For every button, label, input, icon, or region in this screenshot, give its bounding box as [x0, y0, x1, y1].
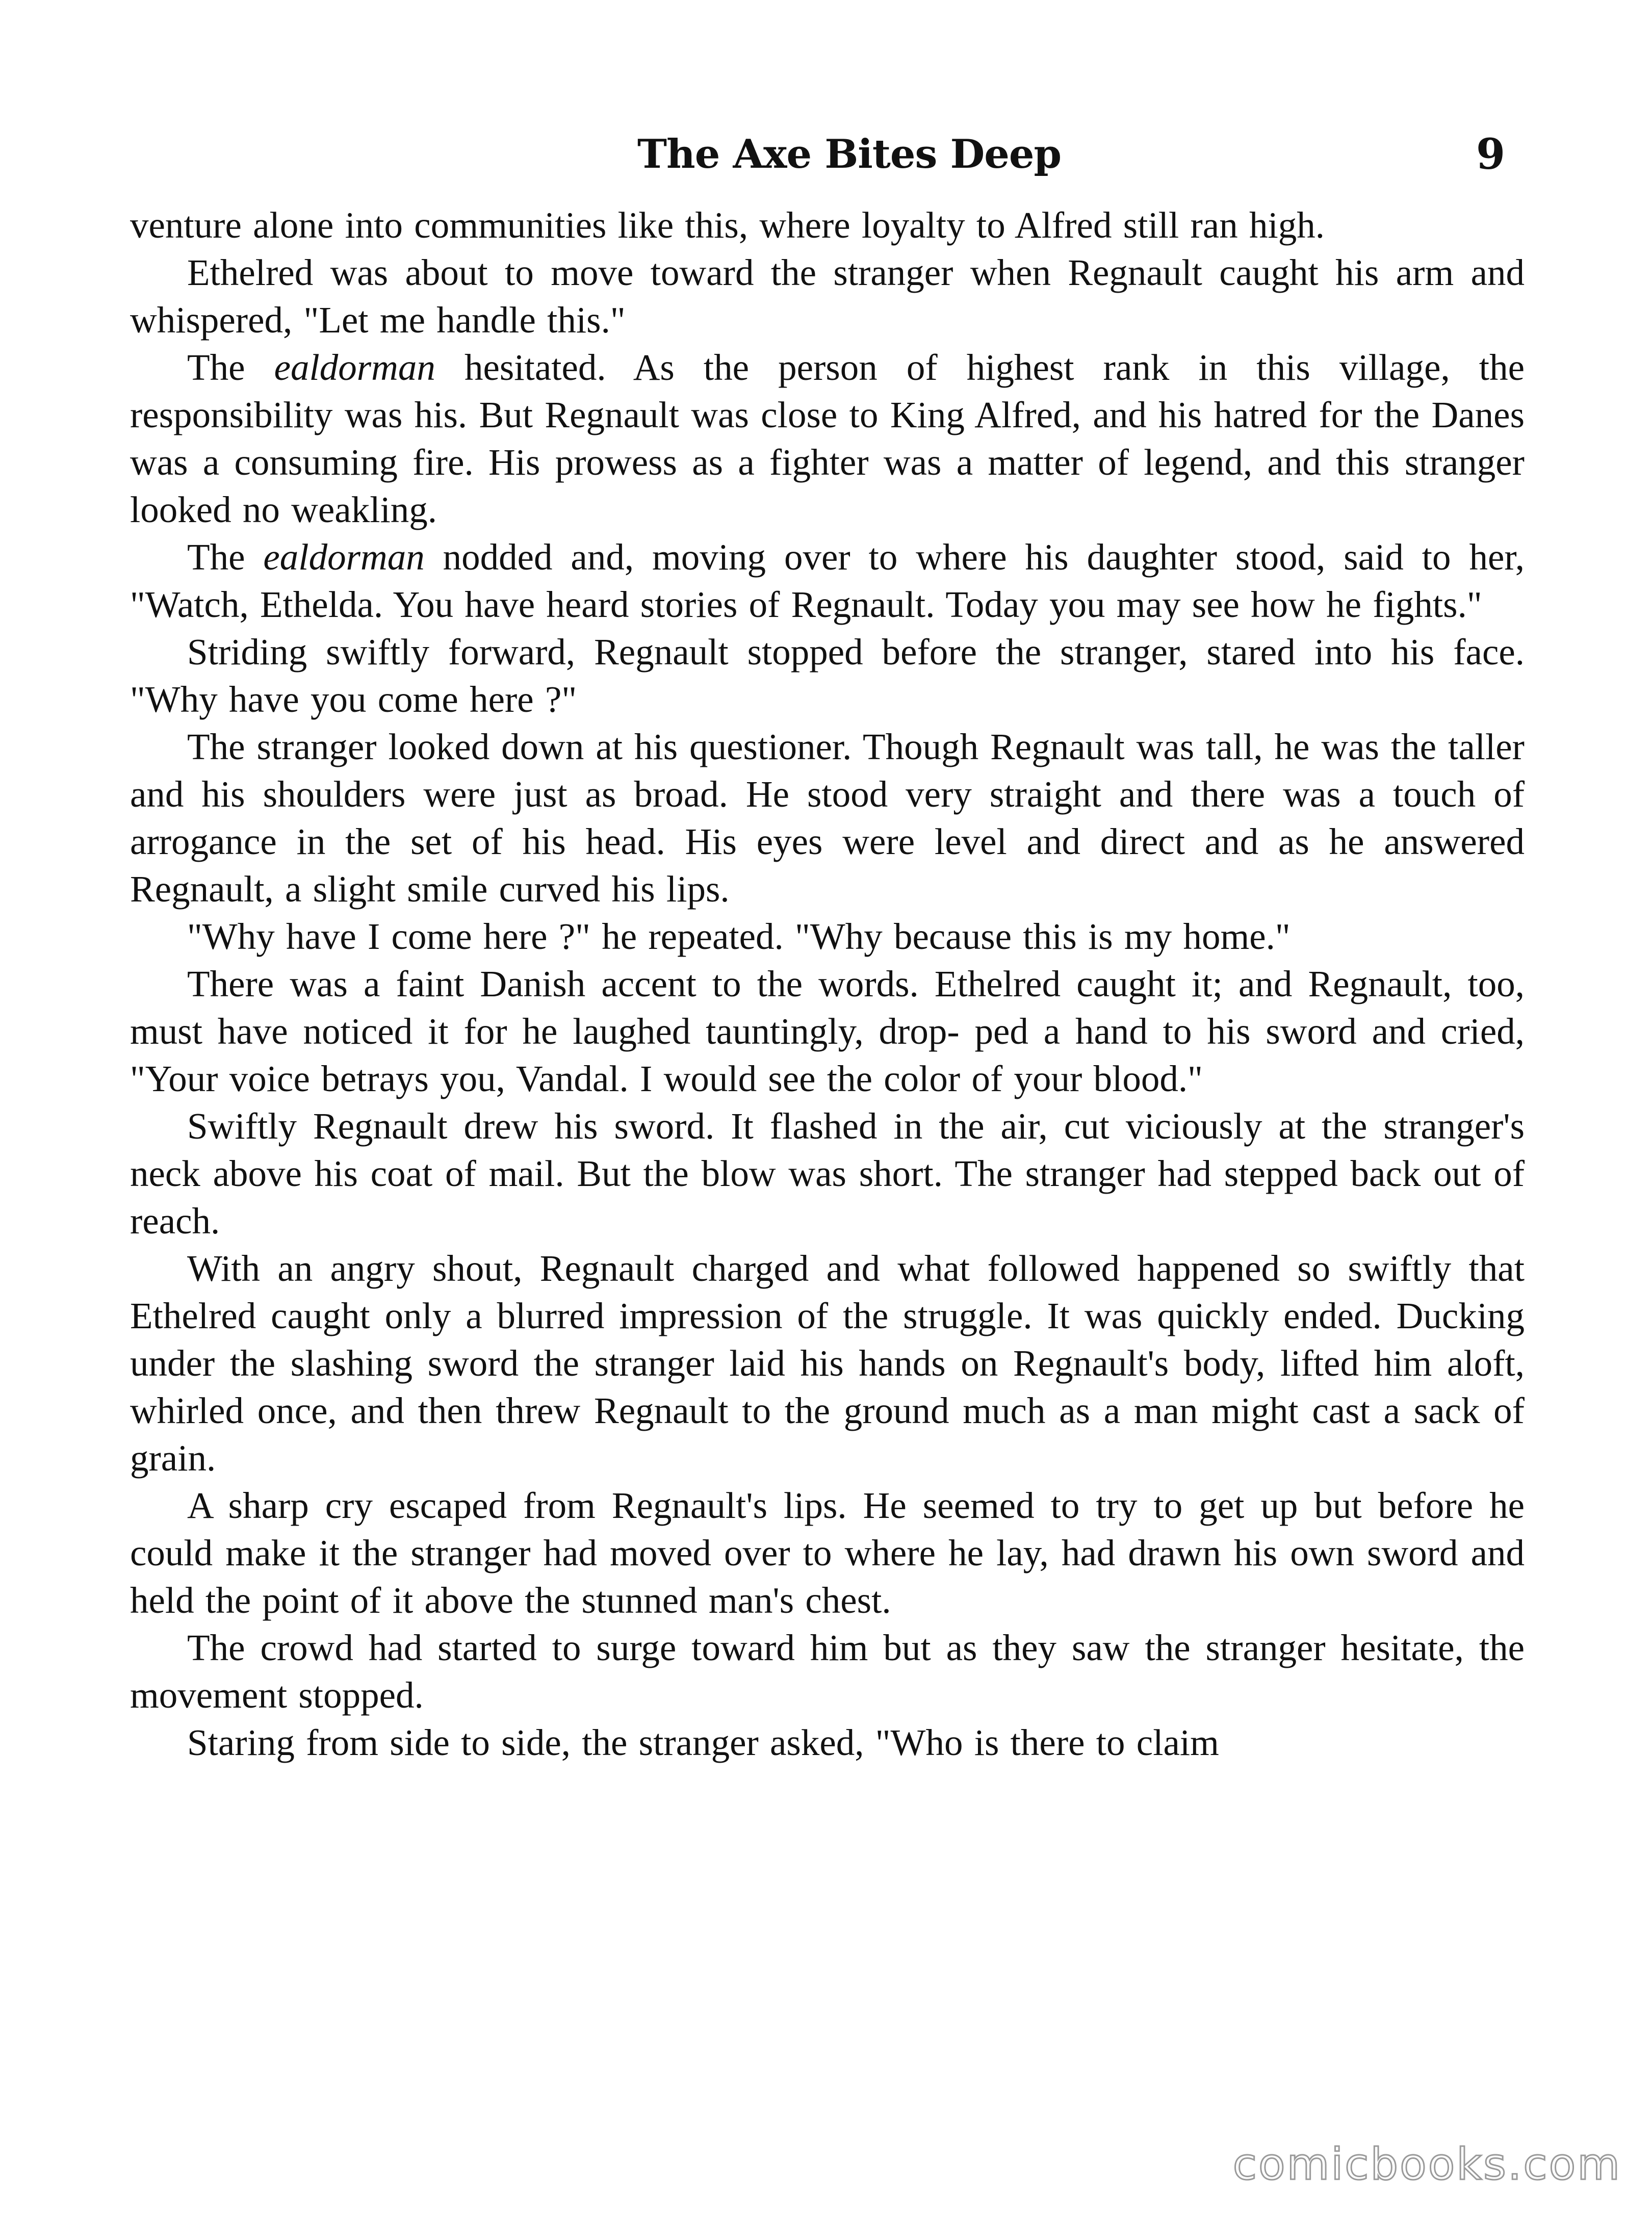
paragraph	[130, 1624, 1525, 1719]
text-run: nodded and, moving over to where his daughter stood, said to her, "Watch, Ethelda. You have heard stories of Regnault. Today you may see how he fights."	[130, 536, 1525, 625]
text-run: A sharp cry escaped from Regnault's lips. He seemed to try to get up but before he could make it the stranger had moved over to where he lay, had drawn his own sword and held the point of it above the stunned man's chest.	[130, 1485, 1525, 1621]
paragraph	[130, 1719, 1525, 1766]
paragraph	[130, 201, 1525, 249]
text-run: Swiftly Regnault drew his sword. It flashed in the air, cut viciously at the stranger's neck above his coat of mail. But the blow was short. The stranger had stepped back out of reach.	[130, 1105, 1525, 1242]
text-run: Striding swiftly forward, Regnault stopped before the stranger, stared into his face. "Why have you come here ?"	[130, 631, 1525, 720]
text-run: "Why have I come here ?" he repeated. "Why because this is my home."	[187, 916, 1290, 957]
chapter-title: The Axe Bites Deep	[637, 131, 1062, 177]
body-text	[130, 201, 1525, 1766]
italic-term: ealdorman	[263, 536, 425, 578]
watermark: comicbooks.com	[1232, 2139, 1621, 2190]
running-head	[0, 126, 1652, 183]
text-run: Staring from side to side, the stranger asked, "Who is there to claim	[187, 1722, 1219, 1763]
text-run: The stranger looked down at his questioner. Though Regnault was tall, he was the taller and his shoulders were just as broad. He stood very straight and there was a touch of arrogance in the set of his head. His eyes were level and direct and as he answered Regnault, a slight smile curved his lips.	[130, 726, 1525, 910]
paragraph	[130, 628, 1525, 723]
paragraph	[130, 1482, 1525, 1624]
paragraph	[130, 913, 1525, 960]
text-run: There was a faint Danish accent to the words. Ethelred caught it; and Regnault, too, must have noticed it for he laughed tauntingly, drop- ped a hand to his sword and cried, "Your voice betrays you, Vandal. I would see the color of your blood."	[130, 963, 1525, 1099]
paragraph	[130, 344, 1525, 533]
paragraph	[130, 533, 1525, 628]
text-run: venture alone into communities like this, where loyalty to Alfred still ran high.	[130, 204, 1325, 246]
paragraph	[130, 1245, 1525, 1482]
text-run: Ethelred was about to move toward the stranger when Regnault caught his arm and whispered, "Let me handle this."	[130, 252, 1525, 341]
paragraph	[130, 1102, 1525, 1245]
italic-term: ealdorman	[274, 347, 435, 388]
text-run: The	[187, 536, 264, 578]
paragraph	[130, 960, 1525, 1102]
text-run: hesitated. As the person of highest rank in this village, the responsibility was his. But Regnault was close to King Alfred, and his hatred for the Danes was a consuming fire. His prowess as a fighter was a matter of legend, and this stranger looked no weakling.	[130, 347, 1525, 530]
text-run: The	[187, 347, 274, 388]
text-run: With an angry shout, Regnault charged and what followed happened so swiftly that Ethelred caught only a blurred impression of the struggle. It was quickly ended. Ducking under the slashing sword the stranger laid his hands on Regnault's body, lifted him aloft, whirled once, and then threw Regnault to the ground much as a man might cast a sack of grain.	[130, 1248, 1525, 1479]
paragraph	[130, 249, 1525, 344]
paragraph	[130, 723, 1525, 913]
page-number: 9	[1476, 130, 1506, 179]
text-run: The crowd had started to surge toward him but as they saw the stranger hesitate, the movement stopped.	[130, 1627, 1525, 1716]
